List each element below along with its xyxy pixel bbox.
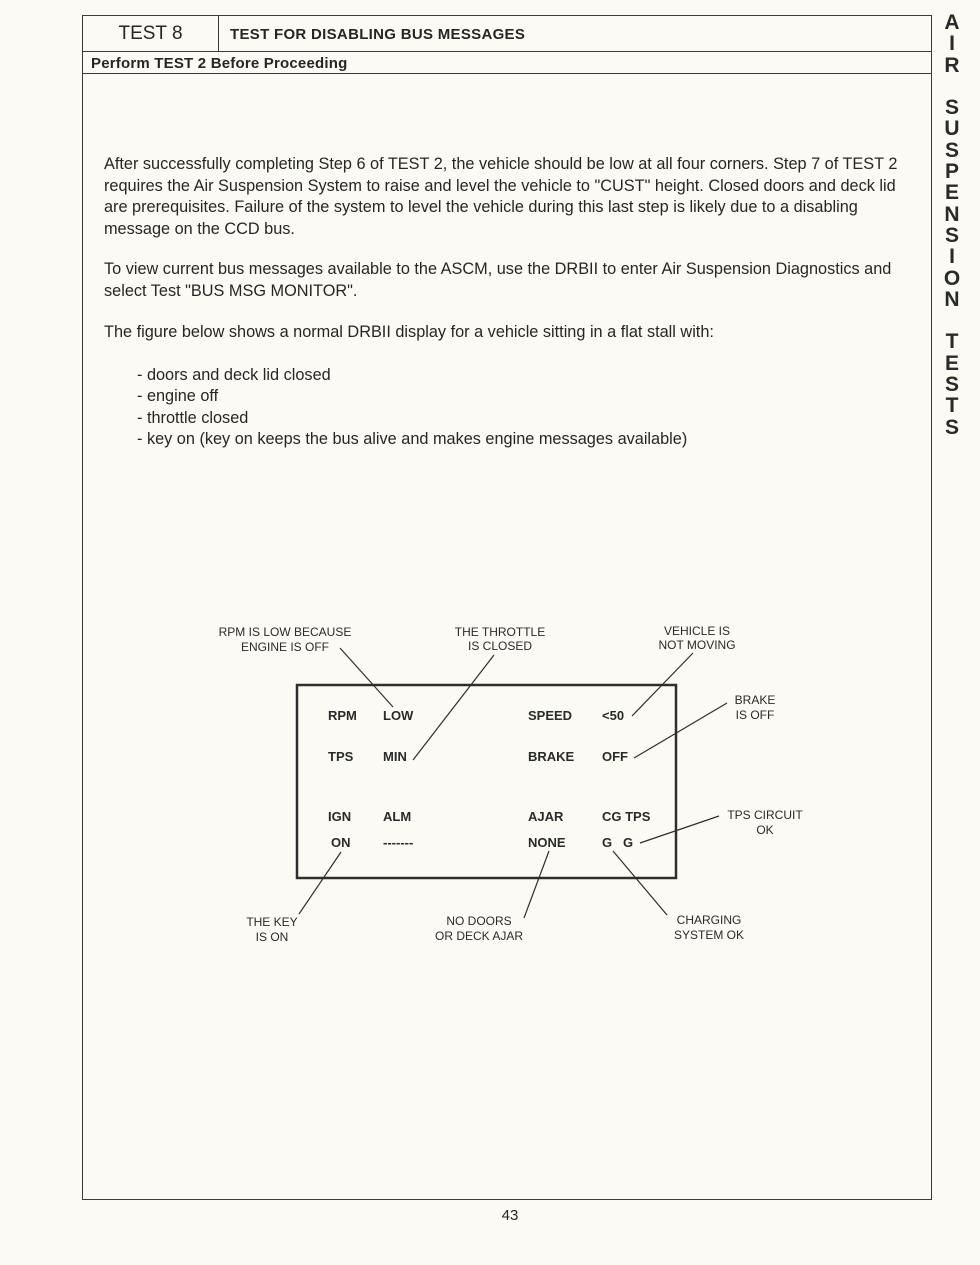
condition-item: - key on (key on keeps the bus alive and makes engine messages available) (137, 429, 688, 448)
side-letter: T (945, 394, 959, 418)
brake-value: OFF (602, 749, 628, 764)
side-letter: S (944, 415, 959, 439)
page-number: 43 (501, 1207, 519, 1224)
condition-item: - engine off (137, 387, 219, 406)
callout-vehicle-line2: NOT MOVING (658, 638, 736, 652)
side-letter: A (944, 11, 960, 34)
condition-item: - throttle closed (137, 408, 249, 427)
callout-rpm-line1: RPM IS LOW BECAUSE (218, 625, 352, 639)
leader-tps (640, 816, 719, 843)
callout-brake-line2: IS OFF (735, 708, 775, 722)
side-letter: I (949, 245, 955, 269)
callout-throttle-line1: THE THROTTLE (454, 625, 546, 639)
speed-label: SPEED (528, 708, 573, 723)
cgtps-label: CG TPS (602, 809, 651, 824)
speed-value: <50 (602, 708, 625, 723)
callout-throttle-line2: IS CLOSED (467, 639, 533, 653)
alm-value: ------- (383, 835, 414, 850)
side-letter: S (944, 96, 959, 120)
tps-label: TPS (328, 749, 354, 764)
paragraph-intro: After successfully completing Step 6 of TEST 2, the vehicle should be low at all four corners. Step 7 of TEST 2 requires the Air Suspension System to raise and level the vehicle to "CUST" height. Closed doors and deck lid are prerequisites. Failure of the system to level the vehicle during this last step is likely due to a disabling message on the CCD bus. (104, 155, 898, 238)
side-letter: R (944, 53, 960, 77)
ign-label: IGN (328, 809, 352, 824)
callout-doors-line2: OR DECK AJAR (434, 929, 524, 943)
cgtps-value: G G (602, 835, 634, 850)
brake-label: BRAKE (528, 749, 575, 764)
test-number: TEST 8 (83, 16, 219, 51)
callout-tps-line2: OK (756, 823, 774, 837)
callout-brake-line1: BRAKE (734, 693, 776, 707)
tps-value: MIN (383, 749, 407, 764)
prerequisite-note: Perform TEST 2 Before Proceeding (91, 55, 348, 72)
paragraph-figure-intro: The figure below shows a normal DRBII display for a vehicle sitting in a flat stall with: (104, 323, 714, 341)
paragraph-bus-monitor: To view current bus messages available to the ASCM, use the DRBII to enter Air Suspension Diagnostics and select Test "BUS MSG MONITOR". (104, 260, 892, 300)
test-title: TEST FOR DISABLING BUS MESSAGES (230, 26, 526, 43)
callout-doors-line1: NO DOORS (446, 914, 512, 928)
side-letter: S (944, 223, 959, 247)
alm-label: ALM (383, 809, 412, 824)
leader-rpm (340, 648, 393, 707)
leader-doors (524, 851, 549, 918)
leader-charging (613, 851, 667, 915)
side-letter: E (944, 181, 959, 205)
side-letter: S (944, 373, 959, 397)
condition-item: - doors and deck lid closed (137, 366, 331, 384)
side-letter: T (945, 330, 959, 354)
side-letter: N (944, 287, 960, 311)
side-letter (937, 76, 967, 97)
callout-key-line2: IS ON (255, 930, 289, 944)
side-letter: I (949, 32, 955, 56)
callout-charging-line1: CHARGING (676, 913, 742, 927)
side-letter: E (944, 351, 959, 375)
rpm-label: RPM (328, 708, 357, 723)
side-letter (937, 310, 967, 331)
callout-tps-line1: TPS CIRCUIT (727, 808, 803, 822)
rpm-value: LOW (383, 708, 414, 723)
ajar-value: NONE (528, 835, 566, 850)
side-letter: O (943, 266, 961, 290)
leader-throttle (413, 655, 494, 760)
ajar-label: AJAR (528, 809, 564, 824)
callout-rpm-line2: ENGINE IS OFF (240, 640, 330, 654)
leader-key (299, 852, 341, 914)
section-side-title (937, 12, 967, 438)
callout-key-line1: THE KEY (246, 915, 298, 929)
side-letter: S (944, 138, 959, 162)
ign-value: ON (331, 835, 351, 850)
callout-vehicle-line1: VEHICLE IS (663, 624, 731, 638)
callout-charging-line2: SYSTEM OK (673, 928, 745, 942)
side-letter: N (944, 202, 960, 226)
side-letter: U (944, 117, 960, 141)
side-letter: P (944, 160, 959, 184)
leader-brake (634, 703, 727, 758)
